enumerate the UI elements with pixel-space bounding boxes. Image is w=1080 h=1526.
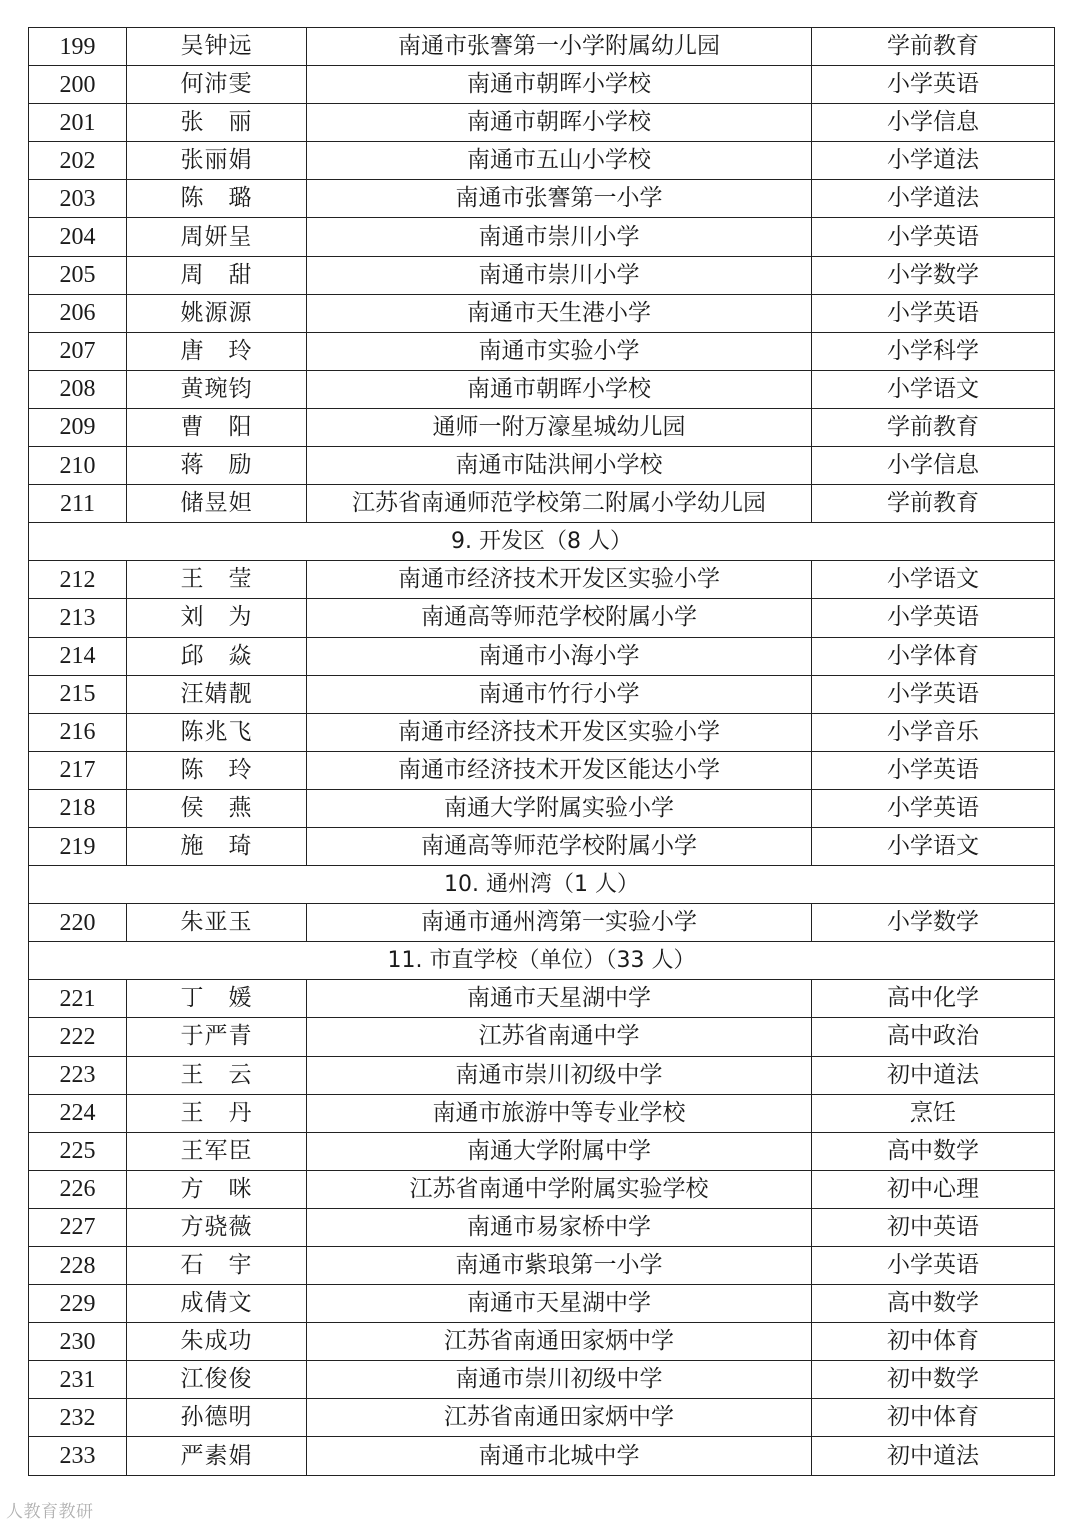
school-name: 南通市竹行小学 — [307, 675, 812, 713]
table-row — [29, 789, 1055, 827]
subject: 小学英语 — [812, 218, 1055, 256]
school-name: 南通市张謇第一小学附属幼儿园 — [307, 28, 812, 66]
subject: 小学英语 — [812, 789, 1055, 827]
subject: 初中英语 — [812, 1208, 1055, 1246]
table-row — [29, 1399, 1055, 1437]
table-row — [29, 1208, 1055, 1246]
teacher-name: 姚源源 — [127, 294, 307, 332]
row-number: 204 — [29, 218, 127, 256]
school-name: 南通市经济技术开发区实验小学 — [307, 561, 812, 599]
school-name: 南通市北城中学 — [307, 1437, 812, 1475]
subject: 初中道法 — [812, 1056, 1055, 1094]
school-name: 南通市陆洪闸小学校 — [307, 447, 812, 485]
table-row — [29, 256, 1055, 294]
subject: 高中数学 — [812, 1132, 1055, 1170]
row-number: 230 — [29, 1323, 127, 1361]
school-name: 南通市旅游中等专业学校 — [307, 1094, 812, 1132]
school-name: 南通市崇川小学 — [307, 256, 812, 294]
school-name: 南通市小海小学 — [307, 637, 812, 675]
school-name: 南通大学附属实验小学 — [307, 789, 812, 827]
school-name: 江苏省南通田家炳中学 — [307, 1399, 812, 1437]
teacher-name: 王 云 — [127, 1056, 307, 1094]
teacher-name: 方 咪 — [127, 1170, 307, 1208]
school-name: 南通市易家桥中学 — [307, 1208, 812, 1246]
table-row — [29, 904, 1055, 942]
subject: 小学语文 — [812, 827, 1055, 865]
table-row — [29, 1437, 1055, 1475]
teacher-name: 刘 为 — [127, 599, 307, 637]
subject: 小学道法 — [812, 180, 1055, 218]
table-row — [29, 370, 1055, 408]
row-number: 224 — [29, 1094, 127, 1132]
subject: 烹饪 — [812, 1094, 1055, 1132]
teacher-name: 成倩文 — [127, 1285, 307, 1323]
table-row — [29, 980, 1055, 1018]
table-row — [29, 1285, 1055, 1323]
table-row — [29, 66, 1055, 104]
school-name: 南通市朝晖小学校 — [307, 66, 812, 104]
school-name: 南通市经济技术开发区实验小学 — [307, 713, 812, 751]
table-row — [29, 637, 1055, 675]
subject: 小学语文 — [812, 561, 1055, 599]
teacher-name: 陈 玲 — [127, 751, 307, 789]
school-name: 南通市崇川初级中学 — [307, 1056, 812, 1094]
table-row — [29, 408, 1055, 446]
subject: 小学信息 — [812, 104, 1055, 142]
teacher-name: 丁 媛 — [127, 980, 307, 1018]
teacher-list-table — [28, 27, 1055, 1476]
subject: 初中数学 — [812, 1361, 1055, 1399]
school-name: 南通市张謇第一小学 — [307, 180, 812, 218]
subject: 小学英语 — [812, 1247, 1055, 1285]
subject: 小学科学 — [812, 332, 1055, 370]
table-row — [29, 751, 1055, 789]
subject: 高中数学 — [812, 1285, 1055, 1323]
row-number: 211 — [29, 485, 127, 523]
section-header-row — [29, 523, 1055, 561]
row-number: 208 — [29, 370, 127, 408]
table-row — [29, 104, 1055, 142]
school-name: 南通市崇川初级中学 — [307, 1361, 812, 1399]
table-row — [29, 218, 1055, 256]
teacher-name: 方骁薇 — [127, 1208, 307, 1246]
row-number: 225 — [29, 1132, 127, 1170]
row-number: 209 — [29, 408, 127, 446]
subject: 小学英语 — [812, 66, 1055, 104]
teacher-name: 于严青 — [127, 1018, 307, 1056]
table-row — [29, 447, 1055, 485]
school-name: 南通市实验小学 — [307, 332, 812, 370]
subject: 高中政治 — [812, 1018, 1055, 1056]
row-number: 207 — [29, 332, 127, 370]
row-number: 233 — [29, 1437, 127, 1475]
table-row — [29, 1323, 1055, 1361]
school-name: 南通大学附属中学 — [307, 1132, 812, 1170]
subject: 小学数学 — [812, 904, 1055, 942]
subject: 小学英语 — [812, 294, 1055, 332]
teacher-name: 张丽娟 — [127, 142, 307, 180]
subject: 小学数学 — [812, 256, 1055, 294]
school-name: 江苏省南通中学附属实验学校 — [307, 1170, 812, 1208]
row-number: 212 — [29, 561, 127, 599]
section-header-row — [29, 866, 1055, 904]
teacher-name: 黄琬钧 — [127, 370, 307, 408]
watermark: 人教育教研 — [6, 1502, 94, 1522]
row-number: 214 — [29, 637, 127, 675]
school-name: 江苏省南通师范学校第二附属小学幼儿园 — [307, 485, 812, 523]
table-row — [29, 675, 1055, 713]
teacher-name: 何沛雯 — [127, 66, 307, 104]
teacher-name: 汪婧靓 — [127, 675, 307, 713]
school-name: 南通市通州湾第一实验小学 — [307, 904, 812, 942]
teacher-name: 石 宇 — [127, 1247, 307, 1285]
teacher-name: 周妍呈 — [127, 218, 307, 256]
table-row — [29, 827, 1055, 865]
subject: 小学体育 — [812, 637, 1055, 675]
teacher-name: 朱亚玉 — [127, 904, 307, 942]
table-row — [29, 332, 1055, 370]
school-name: 南通高等师范学校附属小学 — [307, 827, 812, 865]
school-name: 江苏省南通中学 — [307, 1018, 812, 1056]
table-body — [29, 28, 1055, 1476]
row-number: 200 — [29, 66, 127, 104]
teacher-name: 陈 璐 — [127, 180, 307, 218]
teacher-name: 施 琦 — [127, 827, 307, 865]
teacher-name: 严素娟 — [127, 1437, 307, 1475]
subject: 初中体育 — [812, 1323, 1055, 1361]
subject: 小学信息 — [812, 447, 1055, 485]
teacher-name: 邱 焱 — [127, 637, 307, 675]
school-name: 南通市经济技术开发区能达小学 — [307, 751, 812, 789]
table-row — [29, 28, 1055, 66]
school-name: 南通市朝晖小学校 — [307, 104, 812, 142]
school-name: 南通市朝晖小学校 — [307, 370, 812, 408]
row-number: 206 — [29, 294, 127, 332]
teacher-name: 朱成功 — [127, 1323, 307, 1361]
row-number: 227 — [29, 1208, 127, 1246]
table-row — [29, 599, 1055, 637]
row-number: 226 — [29, 1170, 127, 1208]
school-name: 南通高等师范学校附属小学 — [307, 599, 812, 637]
teacher-name: 周 甜 — [127, 256, 307, 294]
table-row — [29, 1094, 1055, 1132]
section-header: 11. 市直学校（单位）（33 人） — [29, 942, 1055, 980]
row-number: 229 — [29, 1285, 127, 1323]
table-row — [29, 1018, 1055, 1056]
teacher-name: 唐 玲 — [127, 332, 307, 370]
teacher-name: 蒋 励 — [127, 447, 307, 485]
teacher-name: 吴钟远 — [127, 28, 307, 66]
subject: 初中道法 — [812, 1437, 1055, 1475]
teacher-name: 孙德明 — [127, 1399, 307, 1437]
table-row — [29, 713, 1055, 751]
teacher-name: 王 丹 — [127, 1094, 307, 1132]
teacher-name: 张 丽 — [127, 104, 307, 142]
teacher-name: 曹 阳 — [127, 408, 307, 446]
row-number: 228 — [29, 1247, 127, 1285]
table-row — [29, 1361, 1055, 1399]
row-number: 216 — [29, 713, 127, 751]
school-name: 南通市天生港小学 — [307, 294, 812, 332]
row-number: 219 — [29, 827, 127, 865]
table-row — [29, 485, 1055, 523]
subject: 小学音乐 — [812, 713, 1055, 751]
subject: 小学语文 — [812, 370, 1055, 408]
row-number: 217 — [29, 751, 127, 789]
row-number: 222 — [29, 1018, 127, 1056]
row-number: 231 — [29, 1361, 127, 1399]
teacher-name: 王 莹 — [127, 561, 307, 599]
subject: 初中体育 — [812, 1399, 1055, 1437]
row-number: 202 — [29, 142, 127, 180]
subject: 小学英语 — [812, 751, 1055, 789]
subject: 高中化学 — [812, 980, 1055, 1018]
row-number: 199 — [29, 28, 127, 66]
subject: 小学英语 — [812, 675, 1055, 713]
school-name: 通师一附万濠星城幼儿园 — [307, 408, 812, 446]
table-row — [29, 180, 1055, 218]
section-header: 10. 通州湾（1 人） — [29, 866, 1055, 904]
row-number: 201 — [29, 104, 127, 142]
school-name: 南通市五山小学校 — [307, 142, 812, 180]
teacher-name: 陈兆飞 — [127, 713, 307, 751]
teacher-name: 王军臣 — [127, 1132, 307, 1170]
row-number: 213 — [29, 599, 127, 637]
teacher-name: 侯 燕 — [127, 789, 307, 827]
section-header-row — [29, 942, 1055, 980]
school-name: 南通市紫琅第一小学 — [307, 1247, 812, 1285]
school-name: 南通市崇川小学 — [307, 218, 812, 256]
table-row — [29, 294, 1055, 332]
subject: 小学道法 — [812, 142, 1055, 180]
table-row — [29, 1247, 1055, 1285]
row-number: 203 — [29, 180, 127, 218]
row-number: 215 — [29, 675, 127, 713]
teacher-name: 储昱妲 — [127, 485, 307, 523]
subject: 学前教育 — [812, 408, 1055, 446]
row-number: 210 — [29, 447, 127, 485]
section-header: 9. 开发区（8 人） — [29, 523, 1055, 561]
row-number: 232 — [29, 1399, 127, 1437]
school-name: 南通市天星湖中学 — [307, 980, 812, 1018]
subject: 学前教育 — [812, 485, 1055, 523]
row-number: 223 — [29, 1056, 127, 1094]
table-row — [29, 561, 1055, 599]
table-row — [29, 142, 1055, 180]
subject: 学前教育 — [812, 28, 1055, 66]
row-number: 205 — [29, 256, 127, 294]
row-number: 220 — [29, 904, 127, 942]
school-name: 江苏省南通田家炳中学 — [307, 1323, 812, 1361]
school-name: 南通市天星湖中学 — [307, 1285, 812, 1323]
row-number: 218 — [29, 789, 127, 827]
subject: 初中心理 — [812, 1170, 1055, 1208]
table-row — [29, 1170, 1055, 1208]
table-row — [29, 1056, 1055, 1094]
subject: 小学英语 — [812, 599, 1055, 637]
table-row — [29, 1132, 1055, 1170]
teacher-name: 江俊俊 — [127, 1361, 307, 1399]
row-number: 221 — [29, 980, 127, 1018]
